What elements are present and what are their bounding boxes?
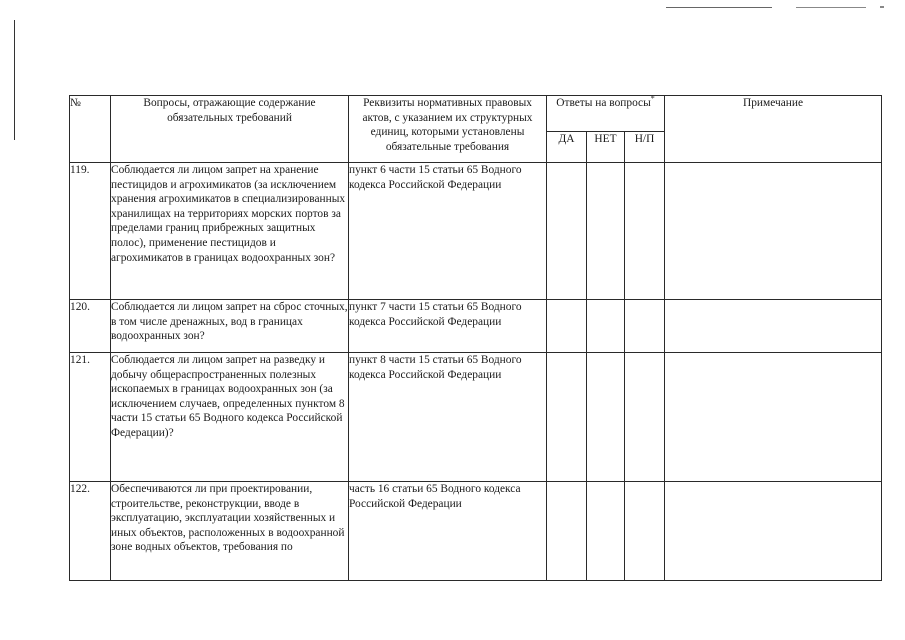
answer-yes-cell[interactable] bbox=[547, 300, 587, 353]
row-number: 122. bbox=[70, 482, 111, 581]
column-header-questions: Вопросы, отражающие содержание обязательных требований bbox=[111, 96, 349, 163]
column-header-number: № bbox=[70, 96, 111, 163]
answer-no-cell[interactable] bbox=[587, 163, 625, 300]
scan-top-mark bbox=[880, 6, 884, 8]
scan-top-mark bbox=[666, 7, 772, 8]
answer-na-cell[interactable] bbox=[625, 482, 665, 581]
row-question: Обеспечиваются ли при проектировании, строительстве, реконструкции, вводе в эксплуатацию, эксплуатации хозяйственных и иных объектов, расположенных в водоохранной зоне водных объектов, требования по bbox=[111, 482, 349, 581]
note-cell[interactable] bbox=[665, 300, 882, 353]
table-row bbox=[70, 482, 882, 581]
table-row bbox=[70, 163, 882, 300]
table-header-row bbox=[70, 96, 882, 132]
answer-yes-cell[interactable] bbox=[547, 482, 587, 581]
row-question: Соблюдается ли лицом запрет на хранение пестицидов и агрохимикатов (за исключением хранения агрохимикатов в специализированных хранилищах на территориях морских портов за пределами границ прибрежных защитных полос), применение пестицидов и агрохимикатов в границах водоохранных зон? bbox=[111, 163, 349, 300]
row-number: 120. bbox=[70, 300, 111, 353]
answer-yes-cell[interactable] bbox=[547, 163, 587, 300]
row-requisite: пункт 7 части 15 статьи 65 Водного кодекса Российской Федерации bbox=[349, 300, 547, 353]
answers-label: Ответы на вопросы bbox=[556, 97, 651, 109]
row-requisite: пункт 8 части 15 статьи 65 Водного кодекса Российской Федерации bbox=[349, 353, 547, 482]
scan-top-mark bbox=[796, 7, 866, 8]
answer-na-cell[interactable] bbox=[625, 163, 665, 300]
column-header-na: Н/П bbox=[625, 132, 665, 163]
checklist-table bbox=[69, 95, 882, 581]
answer-na-cell[interactable] bbox=[625, 353, 665, 482]
answer-yes-cell[interactable] bbox=[547, 353, 587, 482]
column-header-no: НЕТ bbox=[587, 132, 625, 163]
row-requisite: пункт 6 части 15 статьи 65 Водного кодекса Российской Федерации bbox=[349, 163, 547, 300]
row-question: Соблюдается ли лицом запрет на разведку и добычу общераспространенных полезных ископаемых в границах водоохранных зон (за исключением случаев, определенных пунктом 8 части 15 статьи 65 Водного кодекса Российской Федерации)? bbox=[111, 353, 349, 482]
note-cell[interactable] bbox=[665, 482, 882, 581]
note-cell[interactable] bbox=[665, 353, 882, 482]
answer-na-cell[interactable] bbox=[625, 300, 665, 353]
scan-edge-mark bbox=[14, 20, 15, 140]
answer-no-cell[interactable] bbox=[587, 353, 625, 482]
column-header-answers bbox=[547, 96, 665, 132]
answer-no-cell[interactable] bbox=[587, 300, 625, 353]
row-question: Соблюдается ли лицом запрет на сброс сточных, в том числе дренажных, вод в границах водоохранных зон? bbox=[111, 300, 349, 353]
answer-no-cell[interactable] bbox=[587, 482, 625, 581]
column-header-note: Примечание bbox=[665, 96, 882, 163]
note-cell[interactable] bbox=[665, 163, 882, 300]
row-number: 119. bbox=[70, 163, 111, 300]
table-row bbox=[70, 353, 882, 482]
row-number: 121. bbox=[70, 353, 111, 482]
column-header-yes: ДА bbox=[547, 132, 587, 163]
answers-footnote-mark: * bbox=[650, 94, 655, 104]
table-row bbox=[70, 300, 882, 353]
column-header-requisites: Реквизиты нормативных правовых актов, с указанием их структурных единиц, которыми установлены обязательные требования bbox=[349, 96, 547, 163]
row-requisite: часть 16 статьи 65 Водного кодекса Российской Федерации bbox=[349, 482, 547, 581]
